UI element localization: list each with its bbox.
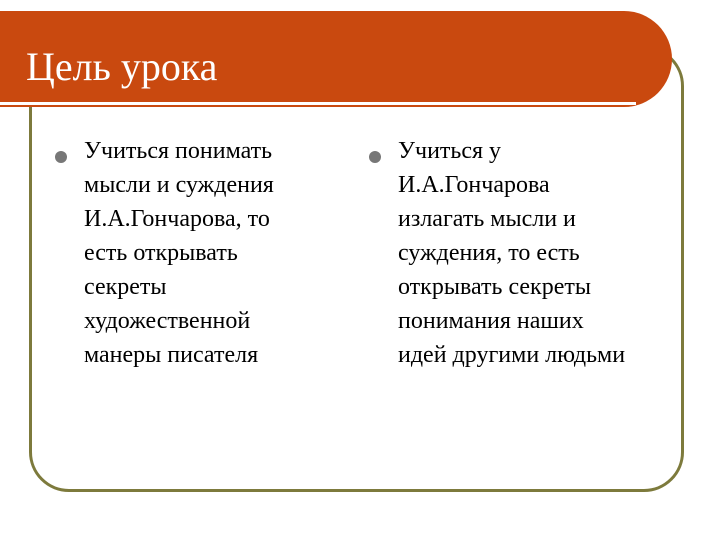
bullet-line: суждения, то есть: [398, 240, 580, 266]
bullet-line: секреты: [84, 274, 167, 300]
title-bar: [0, 11, 672, 107]
bullet-line: И.А.Гончарова, то: [84, 206, 270, 232]
bullet-dot-icon: [369, 151, 381, 163]
title-underline: [0, 102, 636, 105]
bullet-dot-icon: [55, 151, 67, 163]
slide-title: Цель урока: [26, 44, 218, 89]
bullet-line: есть открывать: [84, 240, 238, 266]
bullet-text-left: [84, 134, 332, 372]
bullet-line: художественной: [84, 308, 251, 334]
bullet-line: И.А.Гончарова: [398, 172, 550, 198]
bullet-line: мысли и суждения: [84, 172, 274, 198]
bullet-line: открывать секреты: [398, 274, 591, 300]
bullet-line: понимания наших: [398, 308, 584, 334]
bullet-text-right: [398, 134, 688, 372]
bullet-line: манеры писателя: [84, 342, 259, 368]
bullet-line: идей другими людьми: [398, 342, 626, 368]
bullet-line: Учиться у: [398, 138, 502, 164]
bullet-line: Учиться понимать: [84, 138, 273, 164]
bullet-line: излагать мысли и: [398, 206, 576, 232]
